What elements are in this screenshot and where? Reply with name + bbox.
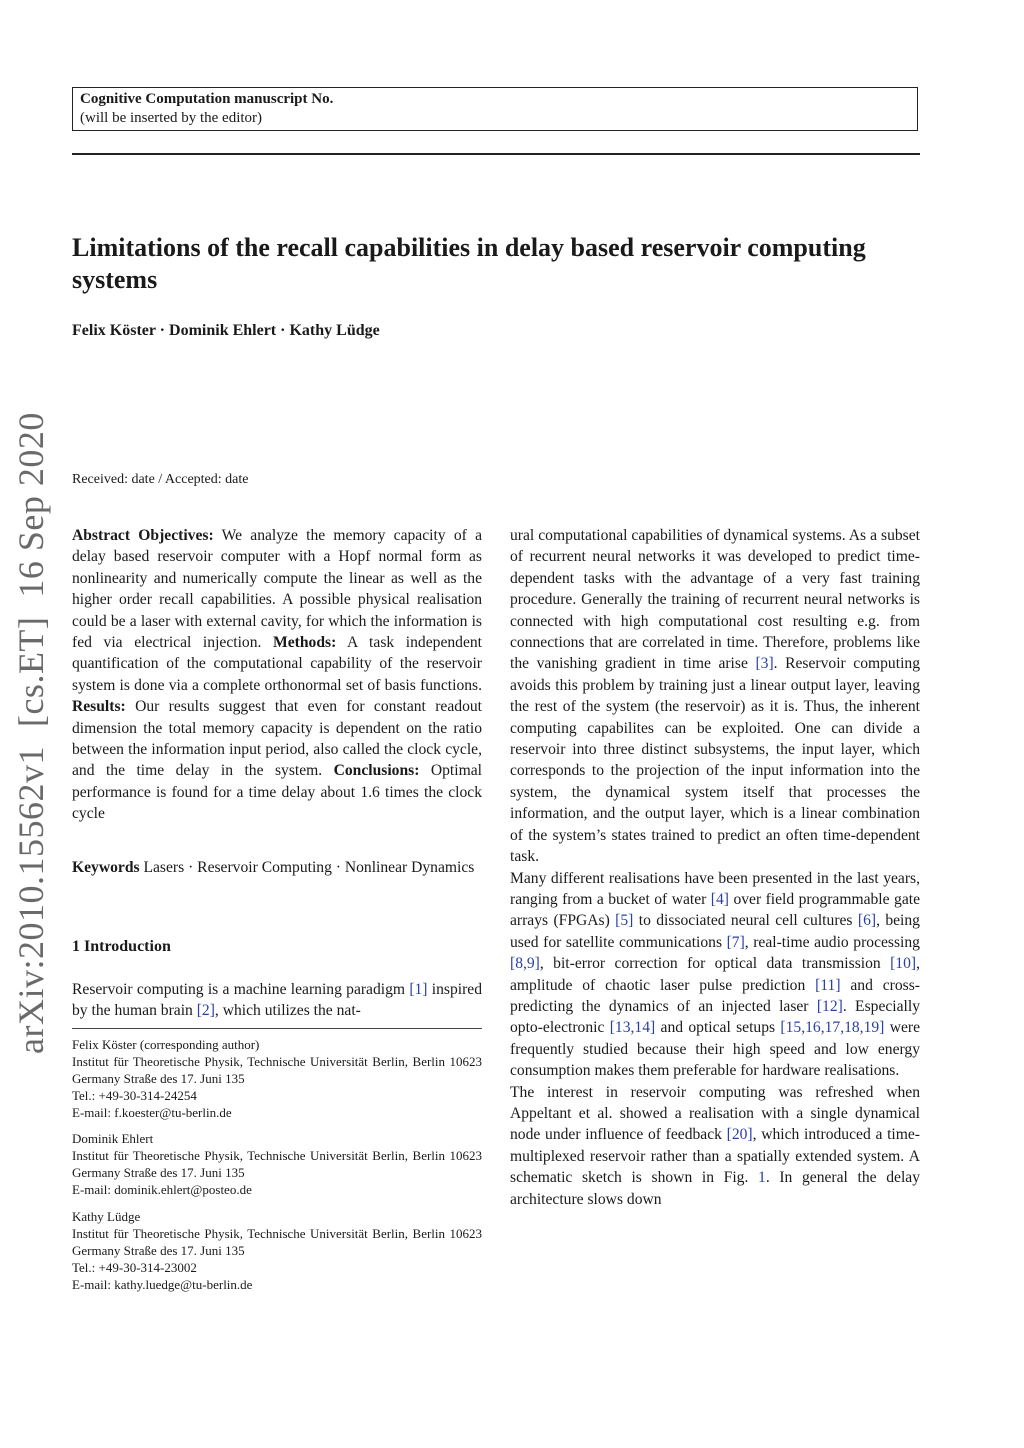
methods-label: Methods: (273, 634, 337, 652)
body-text: . In general the delay architecture slows down (510, 1169, 920, 1208)
citation-link[interactable]: [8,9] (510, 955, 540, 973)
affiliation-institute: Institut für Theoretische Physik, Technische Universität Berlin, Berlin 10623 Germany Straße des 17. Juni 135 (72, 1226, 482, 1258)
citation-link[interactable]: [15,16,17,18,19] (780, 1019, 885, 1037)
methods-text: A task independent quantification of the computational capability of the reservoir system is done via a complete orthonormal set of basis functions. (72, 634, 483, 694)
affiliation-email: E-mail: dominik.ehlert@posteo.de (72, 1182, 252, 1197)
citation-link[interactable]: [12] (816, 997, 843, 1015)
keywords-text: Lasers · Reservoir Computing · Nonlinear Dynamics (143, 859, 475, 876)
paper-title: Limitations of the recall capabilities in delay based reservoir computing systems (72, 233, 866, 294)
citation-link[interactable]: [5] (615, 912, 634, 930)
body-text: . Reservoir computing avoids this problem by training just a linear output layer, leaving the rest of the system (the reservoir) as it is. Thus, the inherent computing capabilites can be exploited. One can divide a reservoir into three distinct subsystems, the input layer, which corresponds to the projection of the input information into the system, the dynamical system itself that processes the information, and the output layer, which is a linear combination of the system’s states trained to predict an often time-dependent task. (510, 655, 920, 866)
body-text: to dissociated neural cell cultures (633, 912, 858, 930)
right-column (510, 525, 920, 1210)
body-text: , real-time audio processing (744, 933, 920, 951)
results-label: Results: (72, 698, 126, 716)
affiliation-email: E-mail: f.koester@tu-berlin.de (72, 1105, 232, 1120)
body-text: ural computational capabilities of dynamical systems. As a subset of recurrent neural networks it was developed to predict time-dependent tasks with the advantage of a very fast training procedure. Generally the training of recurrent neural networks is connected with high computational cost resulting e.g. from connections that are correlated in time. Therefore, problems like the vanishing gradient in time arise (510, 527, 920, 673)
body-paragraph (510, 868, 920, 1082)
abstract-label: Abstract (72, 527, 131, 544)
affiliation-tel: Tel.: +49-30-314-23002 (72, 1260, 197, 1275)
affiliation-institute: Institut für Theoretische Physik, Technische Universität Berlin, Berlin 10623 Germany Straße des 17. Juni 135 (72, 1054, 482, 1086)
journal-box (72, 87, 918, 131)
body-text: and optical setups (655, 1019, 781, 1037)
intro-text: , which utilizes the nat- (214, 1002, 361, 1020)
citation-link[interactable]: [13,14] (609, 1019, 656, 1037)
section-heading: 1 Introduction (72, 938, 171, 955)
conclusions-text: Optimal performance is found for a time delay about 1.6 times the clock cycle (72, 762, 482, 823)
affiliation (72, 1036, 482, 1121)
body-text: The interest in reservoir computing was refreshed when Appeltant et al. showed a realisation with a single dynamical node under influence of feedback (510, 1083, 920, 1144)
affiliation-name: Felix Köster (corresponding author) (72, 1037, 260, 1052)
intro-text: Reservoir computing is a machine learning paradigm (72, 981, 410, 998)
affiliation-email: E-mail: kathy.luedge@tu-berlin.de (72, 1277, 253, 1292)
objectives-text: We analyze the memory capacity of a delay based reservoir computer with a Hopf normal form as nonlinearity and numerically compute the linear as well as the higher order recall capabilities. A possible physical realisation could be a laser with external cavity, for which the information is fed via electrical injection. (72, 527, 483, 652)
citation-link[interactable]: [2] (196, 1002, 215, 1020)
header-rule (72, 153, 920, 155)
keywords-label: Keywords (72, 859, 140, 876)
affiliation (72, 1130, 482, 1198)
footnote-rule (72, 1028, 482, 1029)
body-text: over field programmable gate arrays (FPGAs) (510, 890, 920, 930)
intro-text: inspired by the human brain (72, 981, 483, 1020)
citation-link[interactable]: [11] (815, 976, 841, 994)
figure-link[interactable]: 1 (758, 1169, 766, 1187)
body-text: , amplitude of chaotic laser pulse prediction (510, 955, 920, 994)
affiliation-name: Kathy Lüdge (72, 1209, 141, 1224)
body-paragraph (510, 1082, 920, 1210)
body-text: , being used for satellite communications (510, 912, 920, 951)
arxiv-stamp: arXiv:2010.15562v1 [cs.ET] 16 Sep 2020 (11, 412, 51, 1054)
conclusions-label: Conclusions: (333, 762, 420, 780)
affiliation-institute: Institut für Theoretische Physik, Technische Universität Berlin, Berlin 10623 Germany Straße des 17. Juni 135 (72, 1148, 482, 1180)
citation-link[interactable]: [7] (726, 933, 745, 951)
affiliation-tel: Tel.: +49-30-314-24254 (72, 1088, 197, 1103)
body-text: Many different realisations have been presented in the last years, ranging from a bucket of water (510, 869, 920, 908)
abstract (72, 525, 482, 825)
body-text: , which introduced a time-multiplexed reservoir rather than a spatially extended system. A schematic sketch is shown in Fig. (510, 1126, 920, 1187)
citation-link[interactable]: [6] (857, 912, 877, 930)
body-text: , bit-error correction for optical data transmission (539, 955, 891, 973)
objectives-label: Objectives: (138, 527, 214, 544)
received-line: Received: date / Accepted: date (72, 472, 249, 487)
affiliation-name: Dominik Ehlert (72, 1131, 154, 1146)
citation-link[interactable]: [1] (409, 981, 428, 998)
citation-link[interactable]: [4] (710, 890, 729, 908)
body-paragraph (510, 525, 920, 868)
author-list: Felix Köster · Dominik Ehlert · Kathy Lüdge (72, 322, 380, 339)
citation-link[interactable]: [20] (726, 1126, 753, 1144)
intro-paragraph (72, 979, 482, 1022)
body-text: were frequently studied because their high speed and low energy consumption makes them preferable for hardware realisations. (510, 1019, 920, 1080)
results-text: Our results suggest that even for constant readout dimension the total memory capacity is dependent on the ratio between the information input period, also called the clock cycle, and the time delay in the system. (72, 698, 482, 780)
journal-name: Cognitive Computation manuscript No. (80, 91, 334, 107)
affiliation (72, 1208, 482, 1293)
citation-link[interactable]: [10] (890, 955, 917, 973)
keywords (72, 857, 482, 878)
body-text: . Especially opto-electronic (510, 997, 921, 1037)
body-text: and cross-predicting the dynamics of an injected laser (510, 976, 920, 1015)
citation-link[interactable]: [3] (755, 655, 774, 673)
editor-note: (will be inserted by the editor) (80, 110, 263, 126)
